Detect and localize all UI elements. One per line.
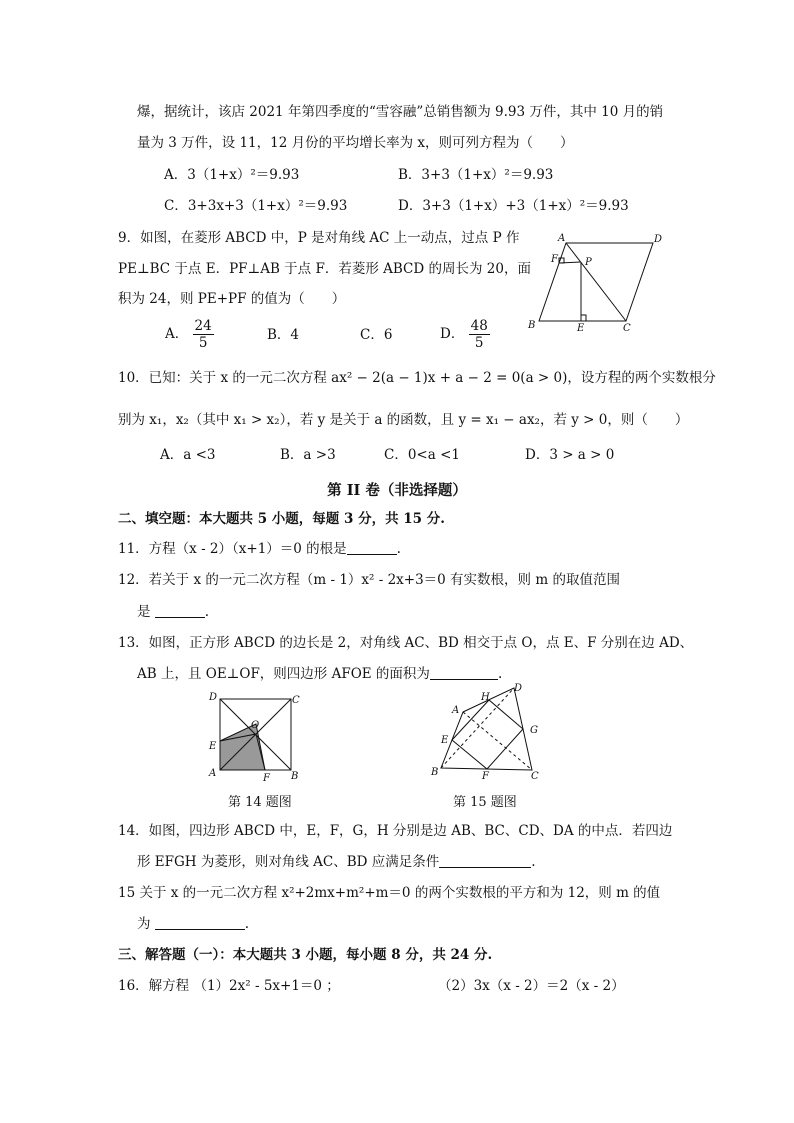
fig15-caption: 第 15 题图 — [453, 795, 517, 810]
q10-option-a: A．a <3 — [160, 447, 216, 463]
q10-option-d: D．3 > a > 0 — [525, 447, 615, 463]
q10-line1: 10．已知：关于 x 的一元二次方程 ax² − 2(a − 1)x + a − 2 = 0(a > 0)，设方程的两个实数根分 — [118, 370, 716, 386]
q8-line2: 量为 3 万件，设 11，12 月份的平均增长率为 x，则可列方程为（ ） — [137, 135, 574, 151]
q15-line2: 为 . — [137, 916, 250, 932]
label-b: B — [291, 771, 299, 782]
q12-line2: 是 . — [137, 604, 210, 620]
q14-line2-text: 形 EFGH 为菱形，则对角线 AC、BD 应满足条件 — [137, 854, 440, 870]
q9-option-a-numerator: 24 — [194, 318, 212, 334]
q9-option-c: C．6 — [360, 327, 393, 343]
label-f: F — [482, 771, 489, 782]
q8-option-c: C．3+3x+3（1+x）²＝9.93 — [164, 198, 348, 214]
label-c: C — [531, 771, 539, 782]
diagonal-bd — [441, 688, 514, 768]
label-d: D — [654, 234, 663, 245]
label-d: D — [514, 683, 523, 694]
q8-option-d: D．3+3（1+x）+3（1+x）²＝9.93 — [398, 198, 629, 214]
q13-line2: AB 上，且 OE⊥OF，则四边形 AFOE 的面积为 . — [137, 666, 503, 682]
q10-option-c: C．0<a <1 — [384, 447, 460, 463]
label-a: A — [558, 233, 566, 244]
q9-option-b: B．4 — [267, 327, 300, 343]
label-e: E — [441, 735, 449, 746]
label-e: E — [209, 741, 217, 752]
q9-line3: 积为 24，则 PE+PF 的值为（ ） — [118, 291, 346, 307]
section2-header: 二、填空题：本大题共 5 小题，每题 3 分，共 15 分. — [118, 511, 445, 527]
q15-line1: 15 关于 x 的一元二次方程 x²+2mx+m²+m＝0 的两个实数根的平方和为 12，则 m 的值 — [118, 885, 661, 901]
q8-option-a: A．3（1+x）²＝9.93 — [164, 167, 300, 183]
q14-line1: 14．如图，四边形 ABCD 中，E，F，G，H 分别是边 AB、BC、CD、DA 的中点．若四边 — [118, 823, 673, 839]
label-h: H — [481, 692, 490, 703]
q9-option-d-numerator: 48 — [470, 318, 488, 334]
q13-line2-text: AB 上，且 OE⊥OF，则四边形 AFOE 的面积为 — [137, 666, 430, 682]
label-b: B — [528, 320, 536, 331]
label-a: A — [452, 705, 460, 716]
q14-answer-blank[interactable] — [439, 853, 531, 868]
label-e: E — [577, 323, 585, 334]
label-o: O — [251, 720, 260, 731]
label-d: D — [209, 692, 218, 703]
q9-option-a-denominator: 5 — [198, 335, 208, 351]
q16-part2: （2）3x（x - 2）＝2（x - 2） — [438, 978, 625, 994]
q13-line1: 13．如图，正方形 ABCD 的边长是 2，对角线 AC、BD 相交于点 O，点 E、F 分别在边 AD、 — [118, 635, 694, 651]
q12-line1: 12．若关于 x 的一元二次方程（m - 1）x² - 2x+3＝0 有实数根，则 m 的取值范围 — [118, 572, 620, 588]
label-a: A — [209, 768, 217, 779]
q10-option-b: B．a >3 — [280, 447, 336, 463]
q14-line2: 形 EFGH 为菱形，则对角线 AC、BD 应满足条件 . — [137, 854, 536, 870]
label-c: C — [623, 323, 631, 334]
q9-line1: 9．如图，在菱形 ABCD 中，P 是对角线 AC 上一动点，过点 P 作 — [118, 230, 520, 246]
q15-answer-blank[interactable] — [155, 915, 245, 930]
q9-option-d-denominator: 5 — [474, 335, 484, 351]
quadrilateral-efgh — [452, 700, 523, 769]
q11-text: 11．方程（x - 2）（x+1）＝0 的根是 — [118, 541, 347, 557]
q9-option-d-label: D． — [440, 326, 465, 342]
q8-option-b: B．3+3（1+x）²＝9.93 — [398, 167, 554, 183]
label-f: F — [551, 254, 558, 265]
part2-title: 第 II 卷（非选择题） — [327, 482, 467, 499]
q10-line2: 别为 x₁，x₂（其中 x₁ > x₂），若 y 是关于 a 的函数，且 y = x₁ − ax₂，若 y > 0，则（ ） — [118, 412, 689, 428]
label-b: B — [431, 767, 439, 778]
q9-line2: PE⊥BC 于点 E．PF⊥AB 于点 F．若菱形 ABCD 的周长为 20，面 — [118, 261, 531, 277]
q8-line1: 爆，据统计，该店 2021 年第四季度的“雪容融”总销售额为 9.93 万件，其中 10 月的销 — [137, 104, 664, 120]
section3-header: 三、解答题（一）：本大题共 3 小题，每小题 8 分，共 24 分. — [118, 947, 493, 963]
label-f: F — [263, 773, 270, 784]
label-g: G — [530, 725, 538, 736]
fig14-caption: 第 14 题图 — [228, 795, 292, 810]
q12-line2-text: 是 — [137, 604, 151, 620]
q9-option-a-label: A． — [165, 326, 189, 342]
q15-line2-text: 为 — [137, 916, 151, 932]
q16-part1: 16．解方程 （1）2x² - 5x+1＝0 ； — [118, 978, 340, 994]
label-p: P — [585, 257, 592, 268]
label-c: C — [292, 695, 300, 706]
q11-line: 11．方程（x - 2）（x+1）＝0 的根是 . — [118, 541, 401, 557]
